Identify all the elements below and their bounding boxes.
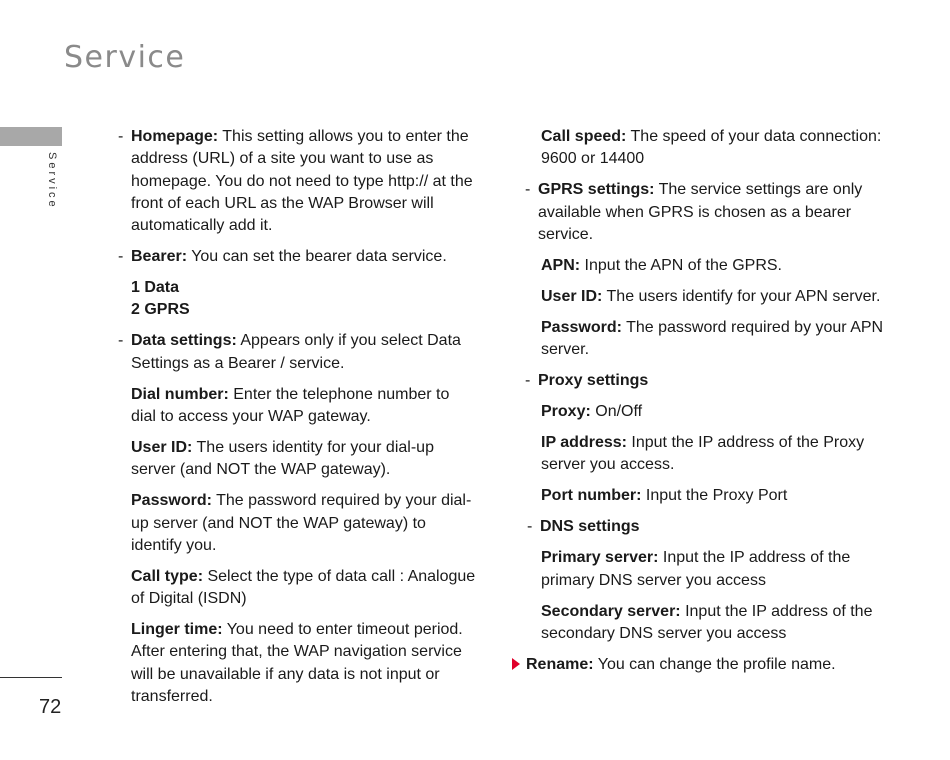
proxy-desc: On/Off xyxy=(590,403,643,421)
user-id-desc: The users identity for your dial-up server (and NOT the WAP gateway). xyxy=(131,439,434,479)
proxy-settings-term: Proxy settings xyxy=(538,372,649,390)
dial-number-term: Dial number: xyxy=(131,385,229,403)
gprs-user-id-desc: The users identify for your APN server. xyxy=(602,287,881,305)
footer-rule xyxy=(0,677,62,678)
gprs-password-desc: The password required by your APN server. xyxy=(541,318,884,359)
secondary-server-term: Secondary server: xyxy=(541,602,681,620)
user-id-item xyxy=(118,437,478,482)
bearer-options xyxy=(118,277,478,322)
bearer-desc: You can set the bearer data service. xyxy=(187,248,447,266)
call-speed-desc: The speed of your data connection: 9600 or 14400 xyxy=(541,128,882,168)
proxy-item xyxy=(512,401,897,423)
gprs-user-id-item xyxy=(512,286,897,308)
gprs-password-item xyxy=(512,317,897,362)
homepage-desc: This setting allows you to enter the address (URL) of a site you want to use as homepage. You do not need to type http:// at the front of each URL as the WAP Browser will automatically add it. xyxy=(131,128,473,235)
gprs-user-id-term: User ID: xyxy=(541,287,603,305)
secondary-server-item xyxy=(512,601,897,646)
dns-settings-item: - DNS settings xyxy=(527,518,640,536)
ip-address-desc: Input the IP address of the Proxy server you access. xyxy=(541,434,865,474)
user-id-term: User ID: xyxy=(131,439,193,456)
dns-settings-term: DNS settings xyxy=(540,518,640,536)
rename-term: Rename: xyxy=(526,655,594,673)
password-item xyxy=(118,490,478,557)
linger-time-desc: You need to enter timeout period. After entering that, the WAP navigation service will be unavailable if any data is not input or transferred. xyxy=(131,621,463,706)
bearer-option-data: 1 Data xyxy=(131,279,180,297)
call-speed-item xyxy=(512,126,897,171)
call-type-desc: Select the type of data call : Analogue of Digital (ISDN) xyxy=(131,567,476,608)
dial-number-item xyxy=(118,384,478,429)
port-number-desc: Input the Proxy Port xyxy=(641,487,788,505)
primary-server-desc: Input the IP address of the primary DNS server you access xyxy=(541,549,851,589)
gprs-settings-item: - GPRS settings: The service settings are only available when GPRS is chosen as a bearer service. xyxy=(525,181,863,243)
side-section-label: Service xyxy=(46,152,58,210)
password-desc: The password required by your dial-up server (and NOT the WAP gateway) to identify you. xyxy=(131,492,472,554)
rename-item xyxy=(512,654,897,676)
bearer-option-gprs: 2 GPRS xyxy=(131,301,190,319)
gprs-settings-desc: The service settings are only available when GPRS is chosen as a bearer service. xyxy=(538,181,863,243)
dial-number-desc: Enter the telephone number to dial to access your WAP gateway. xyxy=(131,385,450,426)
left-column xyxy=(118,126,478,717)
homepage-item: - Homepage: This setting allows you to enter the address (URL) of a site you want to use as homepage. You do not need to type http:// at the front of each URL as the WAP Browser will automatically add it. xyxy=(118,128,473,235)
linger-time-item xyxy=(118,619,478,708)
data-settings-item: - Data settings: Appears only if you select Data Settings as a Bearer / service. xyxy=(118,332,461,372)
gprs-password-term: Password: xyxy=(541,318,622,336)
port-number-item xyxy=(512,485,897,507)
ip-address-item xyxy=(512,432,897,477)
rename-desc: You can change the profile name. xyxy=(593,655,836,673)
page-title: Service xyxy=(64,40,186,75)
call-speed-term: Call speed: xyxy=(541,128,627,145)
linger-time-term: Linger time: xyxy=(131,621,223,639)
gprs-settings-term: GPRS settings: xyxy=(538,181,655,199)
page-number: 72 xyxy=(39,696,62,718)
ip-address-term: IP address: xyxy=(541,434,627,452)
call-type-item xyxy=(118,566,478,611)
proxy-term: Proxy: xyxy=(541,403,591,421)
password-term: Password: xyxy=(131,492,212,510)
primary-server-item xyxy=(512,547,897,592)
homepage-term: Homepage: xyxy=(131,128,219,145)
data-settings-desc: Appears only if you select Data Settings as a Bearer / service. xyxy=(131,332,461,372)
bearer-term: Bearer: xyxy=(131,248,188,266)
right-column xyxy=(512,126,897,685)
port-number-term: Port number: xyxy=(541,487,642,505)
red-triangle-bullet-icon xyxy=(512,658,520,670)
proxy-settings-item: - Proxy settings xyxy=(525,372,649,390)
apn-item xyxy=(512,255,897,277)
call-type-term: Call type: xyxy=(131,567,204,585)
primary-server-term: Primary server: xyxy=(541,549,659,567)
apn-term: APN: xyxy=(541,256,581,274)
apn-desc: Input the APN of the GPRS. xyxy=(580,256,782,274)
secondary-server-desc: Input the IP address of the secondary DNS server you access xyxy=(541,602,873,642)
data-settings-term: Data settings: xyxy=(131,332,237,350)
bearer-item: - Bearer: You can set the bearer data service. xyxy=(118,248,447,266)
section-tab-bar xyxy=(0,127,62,146)
